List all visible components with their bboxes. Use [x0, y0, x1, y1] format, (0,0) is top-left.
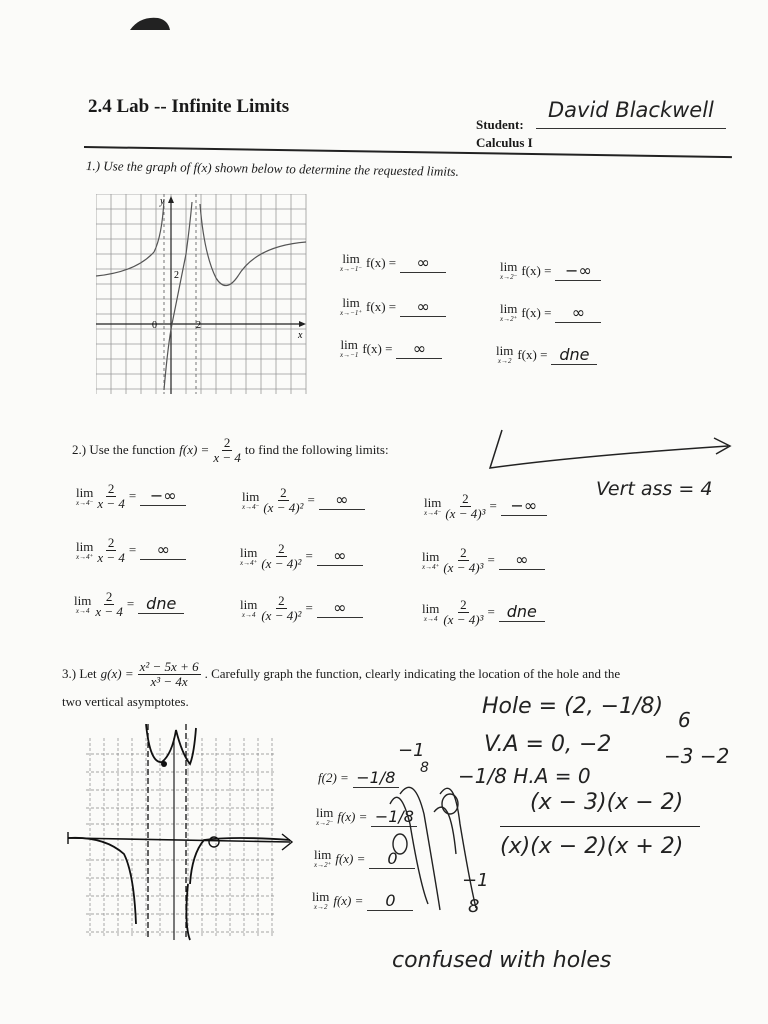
q2-answer-4: ∞ — [140, 540, 186, 560]
q1-graph-ytick: 2 — [174, 270, 179, 281]
header-divider — [84, 146, 732, 158]
q3-f2-answer: −1/8 — [353, 768, 399, 788]
q1-limit-1: lim x→−1⁻ f(x) = ∞ — [340, 252, 446, 273]
work-side-6: 6 — [678, 708, 691, 732]
q2-answer-1: −∞ — [140, 486, 186, 506]
q3-graph — [64, 724, 296, 944]
q2-answer-8: ∞ — [317, 598, 363, 618]
q2-answer-5: ∞ — [317, 546, 363, 566]
work-side-factors: −3 −2 — [664, 744, 730, 768]
q3-limit-2: lim x→2⁺ f(x) = 0 — [314, 848, 415, 869]
work-frac-denominator: 8 — [420, 760, 429, 776]
q3-answer-2: 0 — [369, 849, 415, 869]
student-label: Student: — [476, 117, 524, 132]
q1-answer-2: ∞ — [400, 297, 446, 317]
q2-prompt: 2.) Use the function f(x) = $\frac{2}{x - 4}$ to find the following limits: — [72, 435, 389, 465]
work-factored-numerator: (x − 3)(x − 2) — [530, 790, 684, 815]
q1-answer-4: −∞ — [555, 261, 601, 281]
page-title: 2.4 Lab -- Infinite Limits — [88, 96, 290, 117]
q1-answer-5: ∞ — [555, 303, 601, 323]
q2-answer-9: dne — [499, 602, 545, 622]
q3-answer-3: 0 — [367, 891, 413, 911]
work-frac-numerator: −1 — [398, 740, 425, 761]
q2-limit-9: lim x→4 $\frac{2}{\text{(x − 4)³}}$ = dne — [422, 598, 545, 626]
q2-limit-3: lim x→4⁻ $\frac{2}{\text{(x − 4)³}}$ = −∞ — [424, 492, 547, 520]
q3-f2: f(2) = −1/8 — [318, 768, 399, 788]
q1-answer-1: ∞ — [400, 253, 446, 273]
q2-answer-3: −∞ — [501, 496, 547, 516]
q1-graph-ylabel: y — [160, 196, 165, 207]
work-stacked-denominator: 8 — [468, 896, 480, 917]
q2-limit-2: lim x→4⁻ $\frac{2}{\text{(x − 4)²}}$ = ∞ — [242, 486, 365, 514]
work-fraction-bar — [500, 826, 700, 827]
q2-limit-4: lim x→4⁺ $\frac{2}{x - 4}$ = ∞ — [76, 536, 186, 564]
work-vertical-asymptotes: V.A = 0, −2 — [484, 732, 612, 757]
q1-limit-4: lim x→2⁻ f(x) = −∞ — [500, 260, 601, 281]
q2-answer-2: ∞ — [319, 490, 365, 510]
q1-limit-5: lim x→2⁺ f(x) = ∞ — [500, 302, 601, 323]
q1-limit-3: lim x→−1 f(x) = ∞ — [340, 338, 442, 359]
student-name: David Blackwell — [548, 98, 714, 122]
q1-graph-xtick: 2 — [196, 320, 201, 331]
q2-answer-6: ∞ — [499, 550, 545, 570]
q3-prompt-cont: two vertical asymptotes. — [62, 694, 189, 709]
q2-limit-7: lim x→4 $\frac{2}{x - 4}$ = dne — [74, 590, 184, 618]
hand-arrow — [488, 426, 744, 476]
q2-limit-5: lim x→4⁺ $\frac{2}{\text{(x − 4)²}}$ = ∞ — [240, 542, 363, 570]
q3-limit-1: lim x→2⁻ f(x) = −1/8 — [316, 806, 417, 827]
work-comment: confused with holes — [392, 948, 612, 973]
q3-answer-1: −1/8 — [371, 807, 417, 827]
q1-limit-2: lim x→−1⁺ f(x) = ∞ — [340, 296, 446, 317]
q1-prompt: 1.) Use the graph of f(x) shown below to determine the requested limits. — [85, 158, 459, 179]
course-name: Calculus I — [476, 135, 533, 150]
q2-limit-8: lim x→4 $\frac{2}{\text{(x − 4)²}}$ = ∞ — [240, 594, 363, 622]
student-name-line — [536, 128, 726, 129]
work-hole: Hole = (2, −1/8) — [482, 694, 664, 719]
q2-limit-6: lim x→4⁺ $\frac{2}{\text{(x − 4)³}}$ = ∞ — [422, 546, 545, 574]
paper-mark — [128, 14, 172, 34]
q3-limit-3: lim x→2 f(x) = 0 — [312, 890, 413, 911]
q3-prompt: 3.) Let g(x) = $\frac{\text{x² − 5x + 6}}{\text{x³ − 4x}}$ . Carefully graph the function, clearly indicating the location of the hole and the — [62, 659, 621, 689]
work-horizontal-asymptote: −1/8 H.A = 0 — [458, 764, 591, 788]
q1-graph-origin: 0 — [152, 320, 157, 331]
q1-graph-xlabel: x — [298, 330, 303, 341]
work-stacked-numerator: −1 — [462, 870, 489, 891]
q1-answer-3: ∞ — [396, 339, 442, 359]
work-factored-denominator: (x)(x − 2)(x + 2) — [500, 834, 684, 859]
q1-answer-6: dne — [551, 345, 597, 365]
q1-graph — [96, 194, 308, 394]
vertical-asymptote-note: Vert ass = 4 — [596, 478, 713, 500]
q2-limit-1: lim x→4⁻ $\frac{2}{x - 4}$ = −∞ — [76, 482, 186, 510]
q1-limit-6: lim x→2 f(x) = dne — [496, 344, 597, 365]
q2-answer-7: dne — [138, 594, 184, 614]
